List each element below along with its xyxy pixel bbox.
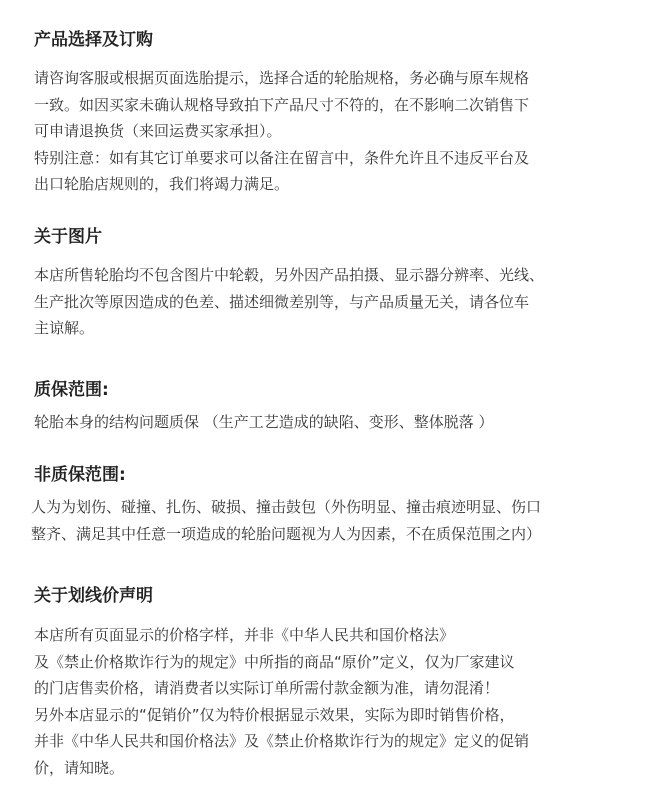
- text-line: 特别注意：如有其它订单要求可以备注在留言中，条件允许且不违反平台及: [34, 148, 530, 167]
- section-body-warranty: [34, 409, 624, 436]
- text-line: 生产批次等原因造成的色差、描述细微差别等，与产品质量无关，请各位车: [34, 292, 530, 311]
- text-line: 人为为划伤、碰撞、扎伤、破损、撞击鼓包（外伤明显、撞击痕迹明显、伤口: [31, 498, 542, 516]
- section-title-price-statement: 关于划线价声明: [34, 586, 153, 606]
- section-body-price-statement: [34, 622, 624, 781]
- text-line: 并非《中华人民共和国价格法》及《禁止价格欺诈行为的规定》定义的促销: [34, 732, 530, 750]
- text-line: 的门店售卖价格，请消费者以实际订单所需付款金额为准，请勿混淆！: [34, 679, 500, 697]
- text-line: 出口轮胎店规则的，我们将竭力满足。: [34, 175, 290, 193]
- text-line: 请咨询客服或根据页面选胎提示，选择合适的轮胎规格，务必确与原车规格: [34, 69, 530, 87]
- text-line: 可申请退换货（来回运费买家承担）。: [34, 122, 282, 140]
- text-line: 一致。如因买家未确认规格导致拍下产品尺寸不符的，在不影响二次销售下: [34, 95, 530, 114]
- text-line: 另外本店显示的“促销价”仅为特价根据显示效果，实际为即时销售价格，: [34, 705, 515, 724]
- section-title-warranty: 质保范围:: [34, 380, 109, 400]
- text-line: 整齐、满足其中任意一项造成的轮胎问题视为人为因素，不在质保范围之内）: [31, 524, 542, 543]
- section-body-images: [34, 262, 624, 342]
- text-line: 本店所售轮胎均不包含图片中轮毂，另外因产品拍摄、显示器分辨率、光线、: [34, 266, 545, 284]
- text-line: 价，请知晓。: [34, 758, 125, 777]
- section-body-ordering: [34, 65, 624, 198]
- text-line: 及《禁止价格欺诈行为的规定》中所指的商品“原价”定义，仅为厂家建议: [34, 652, 515, 671]
- text-line: 轮胎本身的结构问题质保 （生产工艺造成的缺陷、变形、整体脱落 ）: [34, 413, 494, 431]
- section-title-images: 关于图片: [34, 227, 102, 247]
- section-body-non-warranty: [31, 494, 624, 547]
- section-title-non-warranty: 非质保范围:: [34, 465, 126, 485]
- section-title-ordering: 产品选择及订购: [34, 30, 153, 50]
- text-line: 本店所有页面显示的价格字样，并非《中华人民共和国价格法》: [34, 626, 455, 644]
- text-line: 主谅解。: [34, 319, 95, 337]
